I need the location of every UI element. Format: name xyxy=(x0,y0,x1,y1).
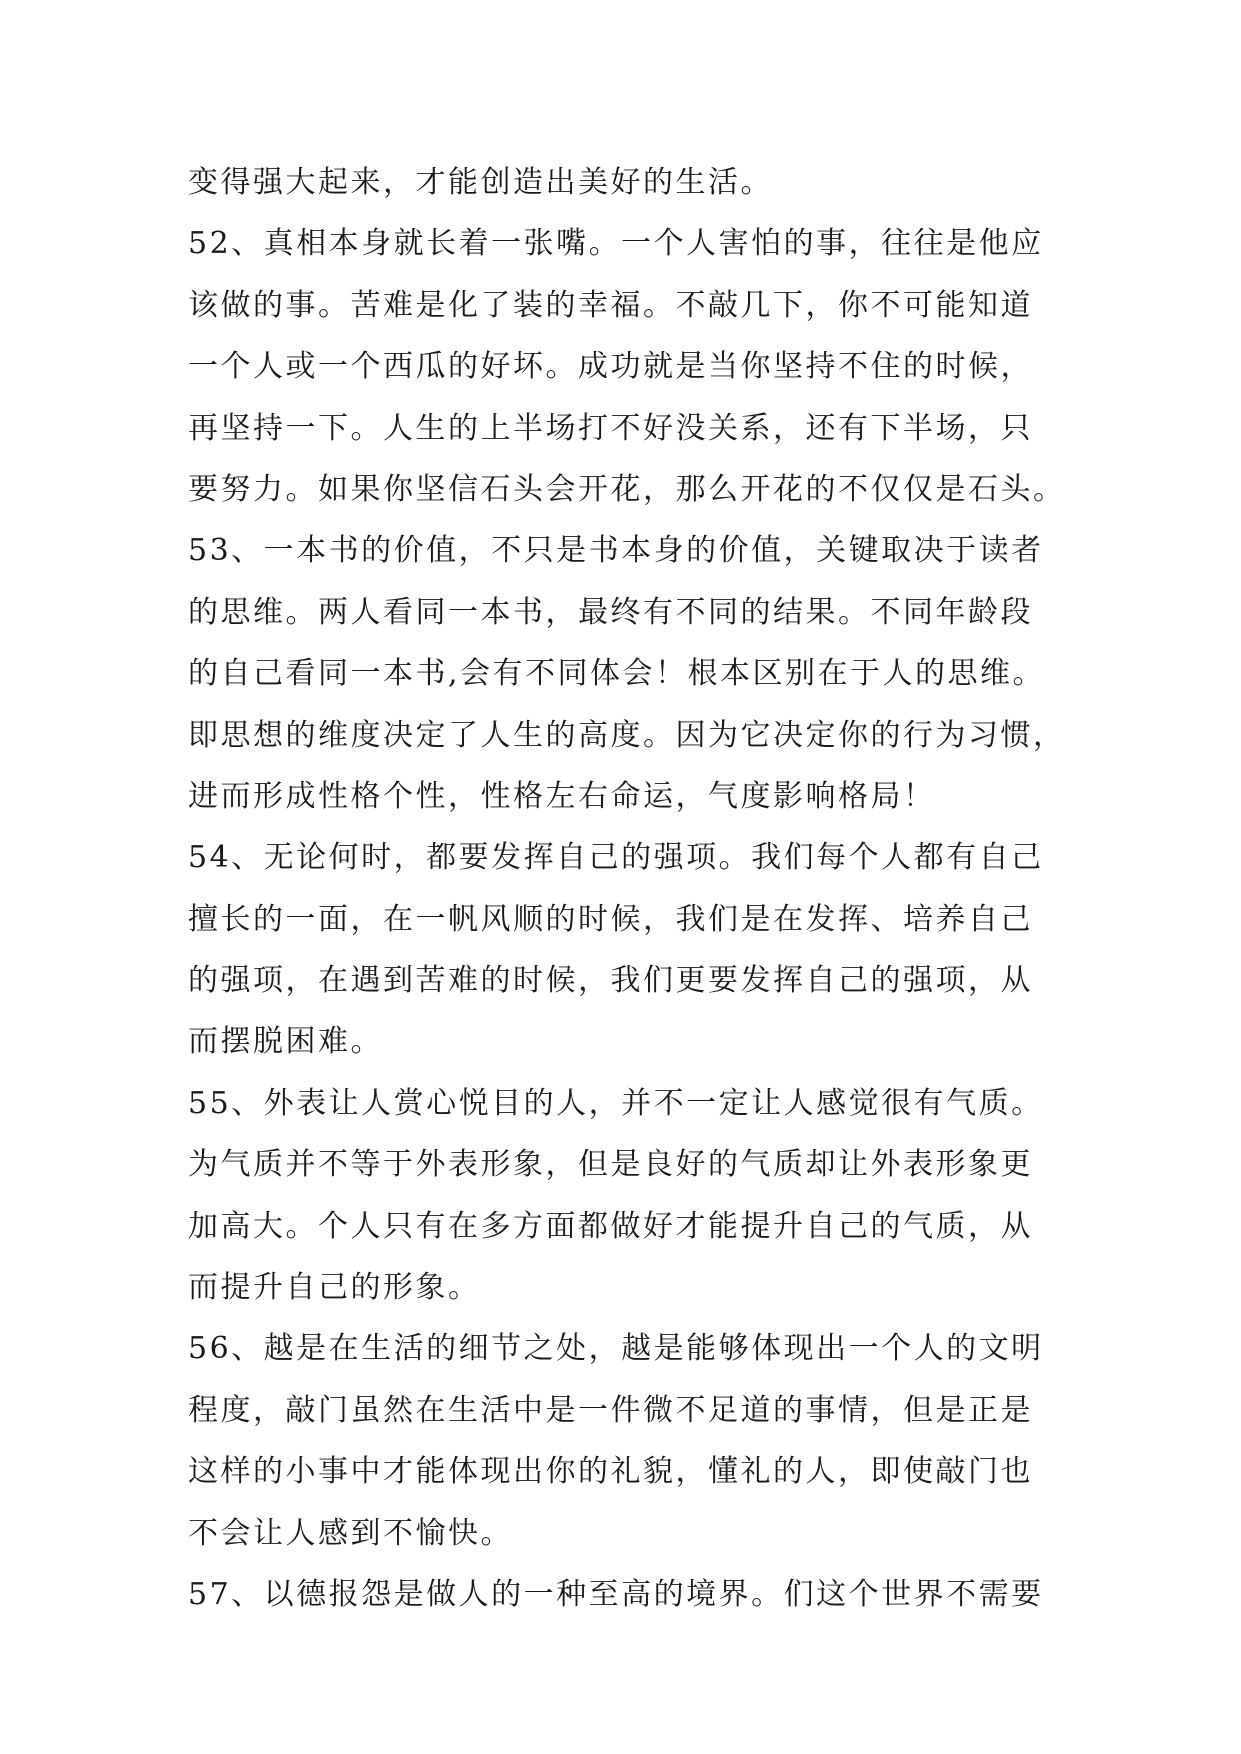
text-line: 要努力。如果你坚信石头会开花，那么开花的不仅仅是石头。 xyxy=(188,471,1066,507)
text-line: 52、真相本身就长着一张嘴。一个人害怕的事，往往是他应 xyxy=(188,226,1044,262)
text-line: 的强项，在遇到苦难的时候，我们更要发挥自己的强项，从 xyxy=(188,963,1033,999)
text-line: 57、以德报怨是做人的一种至高的境界。们这个世界不需要 xyxy=(188,1576,1044,1612)
text-line: 而提升自己的形象。 xyxy=(188,1270,481,1306)
text-line: 而摆脱困难。 xyxy=(188,1024,383,1060)
text-line: 不会让人感到不愉快。 xyxy=(188,1515,513,1551)
text-line: 的自己看同一本书,会有不同体会！根本区别在于人的思维。 xyxy=(188,656,1046,692)
text-line: 的思维。两人看同一本书，最终有不同的结果。不同年龄段 xyxy=(188,594,1033,630)
text-line: 进而形成性格个性，性格左右命运，气度影响格局！ xyxy=(188,778,936,814)
text-line: 加高大。个人只有在多方面都做好才能提升自己的气质，从 xyxy=(188,1208,1033,1244)
document-body xyxy=(188,152,1088,1625)
text-line: 53、一本书的价值，不只是书本身的价值，关键取决于读者 xyxy=(188,533,1044,569)
text-line: 即思想的维度决定了人生的高度。因为它决定你的行为习惯， xyxy=(188,717,1066,753)
text-line: 56、越是在生活的细节之处，越是能够体现出一个人的文明 xyxy=(188,1331,1044,1367)
text-line: 为气质并不等于外表形象，但是良好的气质却让外表形象更 xyxy=(188,1147,1033,1183)
text-line: 变得强大起来，才能创造出美好的生活。 xyxy=(188,165,773,200)
text-line: 一个人或一个西瓜的好坏。成功就是当你坚持不住的时候， xyxy=(188,349,1033,385)
text-line: 该做的事。苦难是化了装的幸福。不敲几下，你不可能知道 xyxy=(188,287,1033,323)
text-line: 55、外表让人赏心悦目的人，并不一定让人感觉很有气质。 xyxy=(188,1085,1044,1121)
text-line: 这样的小事中才能体现出你的礼貌，懂礼的人，即使敲门也 xyxy=(188,1454,1033,1490)
text-line: 程度，敲门虽然在生活中是一件微不足道的事情，但是正是 xyxy=(188,1392,1033,1428)
text-line: 54、无论何时，都要发挥自己的强项。我们每个人都有自己 xyxy=(188,840,1044,876)
text-line: 擅长的一面，在一帆风顺的时候，我们是在发挥、培养自己 xyxy=(188,901,1033,937)
text-line: 再坚持一下。人生的上半场打不好没关系，还有下半场，只 xyxy=(188,410,1033,446)
